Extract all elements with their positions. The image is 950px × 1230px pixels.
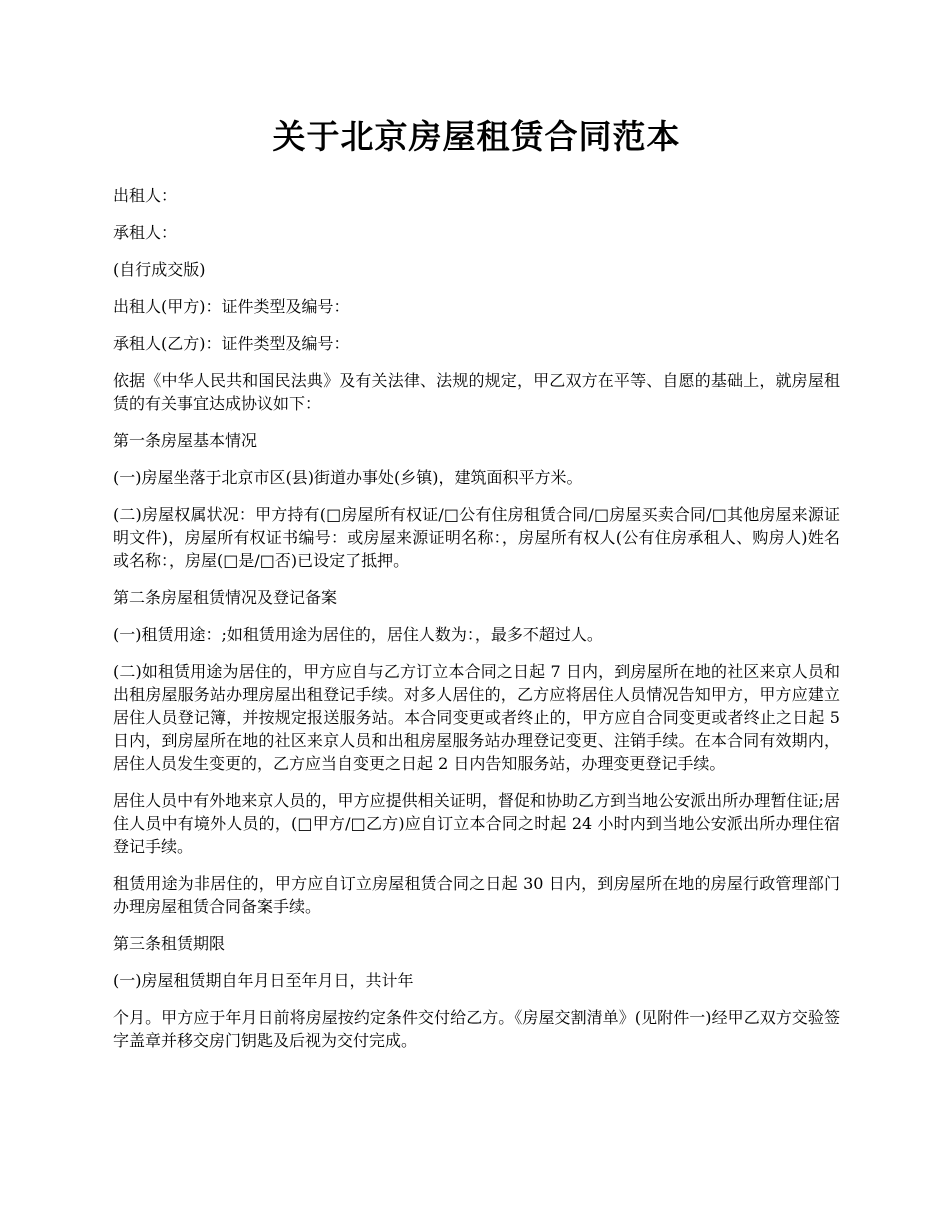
article-2-heading: 第二条房屋租赁情况及登记备案 (113, 588, 338, 607)
paragraph-usage: (一)租赁用途：;如租赁用途为居住的，居住人数为：，最多不超过人。 (113, 625, 603, 644)
paragraph-location: (一)房屋坐落于北京市区(县)街道办事处(乡镇)，建筑面积平方米。 (113, 468, 583, 487)
paragraph-residents: 居住人员中有外地来京人员的，甲方应提供相关证明，督促和协助乙方到当地公安派出所办理暂住证;居住人员中有境外人员的，(□甲方/□乙方)应自订立本合同之时起 24 小时内到当地公安派出所办理住宿登记手续。 (113, 791, 840, 856)
article-1-heading: 第一条房屋基本情况 (113, 431, 258, 450)
paragraph-ownership: (二)房屋权属状况：甲方持有(□房屋所有权证/□公有住房租赁合同/□房屋买卖合同/□其他房屋来源证明文件)，房屋所有权证书编号：或房屋来源证明名称：，房屋所有权人(公有住房承租人、购房人)姓名或名称：，房屋(□是/□否)已设定了抵押。 (113, 505, 840, 570)
paragraph-term: (一)房屋租赁期自年月日至年月日，共计年 (113, 971, 414, 990)
paragraph-preamble: 依据《中华人民共和国民法典》及有关法律、法规的规定，甲乙双方在平等、自愿的基础上，就房屋租赁的有关事宜达成协议如下： (113, 371, 840, 413)
paragraph-party-b: 承租人(乙方)：证件类型及编号： (113, 334, 350, 353)
paragraph-delivery: 个月。甲方应于年月日前将房屋按约定条件交付给乙方。《房屋交割清单》(见附件一)经甲乙双方交验签字盖章并移交房门钥匙及后视为交付完成。 (113, 1008, 840, 1050)
article-3-heading: 第三条租赁期限 (113, 934, 226, 953)
document-body (113, 184, 840, 1052)
paragraph-party-a: 出租人(甲方)：证件类型及编号： (113, 297, 350, 316)
paragraph-version: (自行成交版) (113, 260, 206, 279)
paragraph-registration: (二)如租赁用途为居住的，甲方应自与乙方订立本合同之日起 7 日内，到房屋所在地的社区来京人员和出租房屋服务站办理房屋出租登记手续。对多人居住的，乙方应将居住人员情况告知甲方，甲方应建立居住人员登记簿，并按规定报送服务站。本合同变更或者终止的，甲方应自合同变更或者终止之日起 5 日内，到房屋所在地的社区来京人员和出租房屋服务站办理登记变更、注销手续。在本合同有效期内，居住人员发生变更的，乙方应当自变更之日起 2 日内告知服务站，办理变更登记手续。 (113, 662, 840, 773)
paragraph-lessor: 出租人： (113, 186, 178, 205)
paragraph-non-residential: 租赁用途为非居住的，甲方应自订立房屋租赁合同之日起 30 日内，到房屋所在地的房屋行政管理部门办理房屋租赁合同备案手续。 (113, 874, 840, 916)
paragraph-lessee: 承租人： (113, 223, 178, 242)
document-title: 关于北京房屋租赁合同范本 (272, 117, 681, 156)
